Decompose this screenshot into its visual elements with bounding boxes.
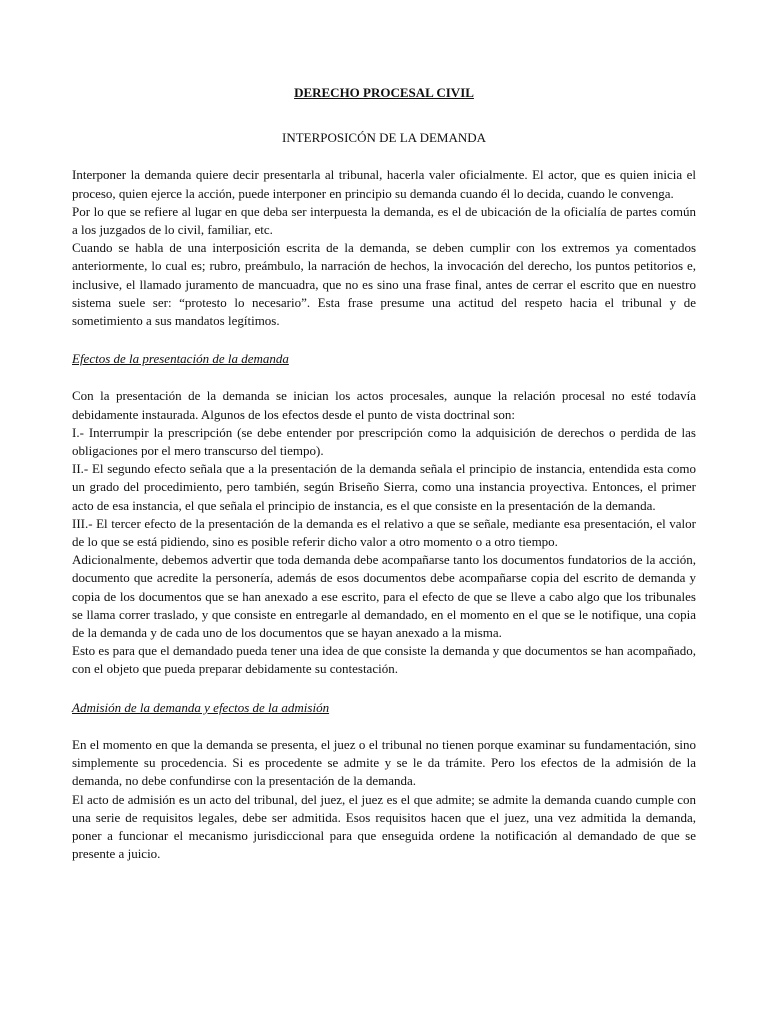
- section-admision-body: [72, 736, 696, 863]
- intro-paragraph-3: Cuando se habla de una interposición escrita de la demanda, se deben cumplir con los extremos ya comentados anteriormente, lo cual es; rubro, preámbulo, la narración de hechos, la invocación del derecho, los puntos petitorios e, inclusive, el llamado juramento de mancuadra, que no es sino una frase final, antes de cerrar el escrito que en nuestro sistema suele ser: “protesto lo necesario”. Esta frase presume una actitud del respeto hacia el tribunal y de sometimiento a sus mandatos legítimos.: [72, 240, 696, 329]
- intro-paragraph-2: Por lo que se refiere al lugar en que deba ser interpuesta la demanda, es el de ubicación de la oficialía de partes común a los juzgados de lo civil, familiar, etc.: [72, 203, 696, 238]
- section-heading-admision: Admisión de la demanda y efectos de la admisión: [72, 699, 330, 715]
- section1-paragraph-2: I.- Interrumpir la prescripción (se debe entender por prescripción como la adquisición de derechos o perdida de las obligaciones por el mero transcurso del tiempo).: [72, 424, 696, 459]
- section1-paragraph-4: III.- El tercer efecto de la presentación de la demanda es el relativo a que se señale, mediante esa presentación, el valor de lo que se está pidiendo, sino es posible referir dicho valor a otro momento o a otro tiempo.: [72, 515, 696, 550]
- document-subtitle: INTERPOSICÓN DE LA DEMANDA: [281, 130, 487, 146]
- document-title: DERECHO PROCESAL CIVIL: [294, 85, 474, 100]
- section1-paragraph-6: Esto es para que el demandado pueda tener una idea de que consiste la demanda y que documentos se han acompañado, con el objeto que pueda preparar debidamente su contestación.: [72, 643, 696, 677]
- document-page: [72, 84, 696, 863]
- section1-paragraph-5: Adicionalmente, debemos advertir que toda demanda debe acompañarse tanto los documentos fundatorios de la acción, documento que acredite la personería, además de esos documentos debe acompañarse copia del escrito de demanda y copia de los documentos que se han anexado a ese escrito, para el efecto de que se lleve a cabo algo que los tribunales se llama correr traslado, y que consiste en entregarle al demandado, en el momento en el que se le notifique, una copia de la demanda y de cada uno de los documentos que se hayan anexado a la misma.: [72, 552, 696, 641]
- section2-paragraph-2: El acto de admisión es un acto del tribunal, del juez, el juez es el que admite; se admite la demanda cuando cumple con una serie de requisitos legales, debe ser admitida. Esos requisitos hacen que el juez, una vez admitida la demanda, poner a funcionar el mecanismo jurisdiccional para que enseguida ordene la notificación al demandado de que se presente a juicio.: [72, 791, 696, 862]
- section-efectos-body: [72, 387, 696, 678]
- intro-section: [72, 166, 696, 330]
- section2-paragraph-1: En el momento en que la demanda se presenta, el juez o el tribunal no tienen porque examinar su fundamentación, sino simplemente su procedencia. Si es procedente se admite y se le da trámite. Pero los efectos de la admisión de la demanda, no debe confundirse con la presentación de la demanda.: [72, 736, 696, 789]
- intro-paragraph-1: Interponer la demanda quiere decir presentarla al tribunal, hacerla valer oficialmente. El actor, que es quien inicia el proceso, quien ejerce la acción, puede interponer en principio su demanda cuando él lo decida, cuando le convenga.: [72, 167, 696, 201]
- section-heading-efectos: Efectos de la presentación de la demanda: [72, 351, 289, 367]
- section1-paragraph-1: Con la presentación de la demanda se inician los actos procesales, aunque la relación procesal no esté todavía debidamente instaurada. Algunos de los efectos desde el punto de vista doctrinal son:: [72, 388, 696, 422]
- section1-paragraph-3: II.- El segundo efecto señala que a la presentación de la demanda señala el principio de instancia, entendida esta como un grado del procedimiento, pero también, según Briseño Sierra, como una instancia proyectiva. Entonces, el primer acto de esa instancia, el que señala el principio de instancia, es el que consiste en la presentación de la demanda.: [72, 461, 696, 513]
